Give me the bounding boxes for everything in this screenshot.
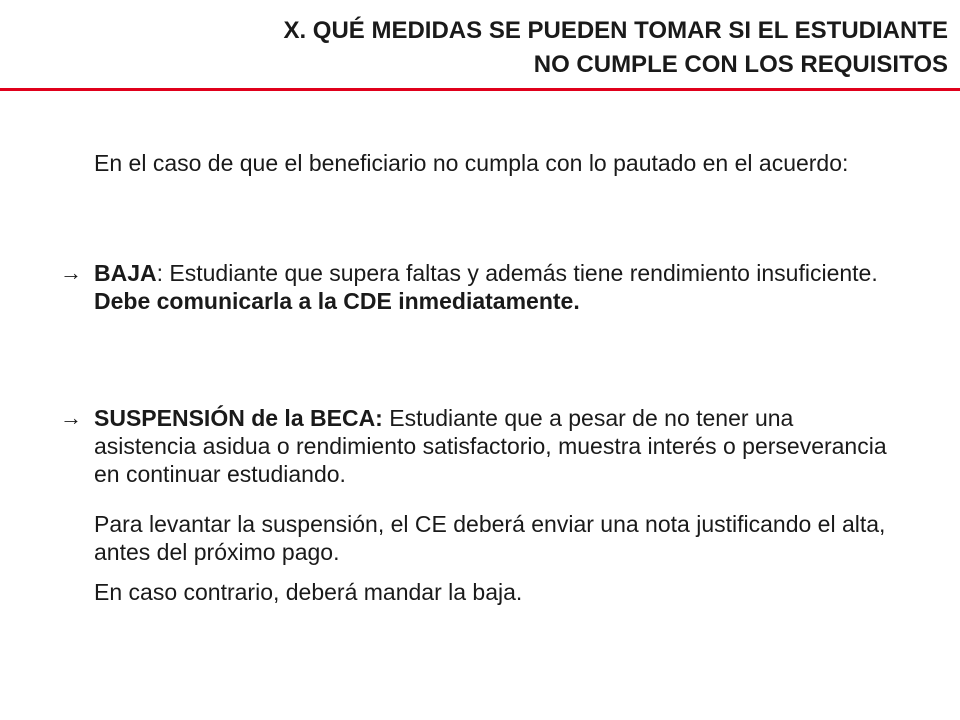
right-arrow-icon: → <box>60 405 82 430</box>
bullet-baja-text <box>94 259 900 315</box>
bullet-suspension-term: SUSPENSIÓN de la BECA: <box>94 405 383 431</box>
bullet-suspension-text <box>94 404 900 488</box>
intro-paragraph: En el caso de que el beneficiario no cumpla con lo pautado en el acuerdo: <box>94 150 849 176</box>
title-line-1: X. QUÉ MEDIDAS SE PUEDEN TOMAR SI EL ESTUDIANTE <box>283 17 948 44</box>
bullet-baja-description: Estudiante que supera faltas y además tiene rendimiento insuficiente. <box>169 260 878 286</box>
title-line-2: NO CUMPLE CON LOS REQUISITOS <box>533 51 948 78</box>
bullet-baja-sep: : <box>156 260 170 286</box>
right-arrow-icon: → <box>60 260 82 285</box>
title-divider <box>0 88 960 91</box>
bullet-baja-emphasis: Debe comunicarla a la CDE inmediatamente. <box>94 288 580 314</box>
bullet-suspension-description: Estudiante que a pesar de no tener una asistencia asidua o rendimiento satisfactorio, muestra interés o perseverancia en continuar estudiando. <box>94 405 887 487</box>
bullet-suspension <box>60 404 900 488</box>
follow-up-paragraph-2: En caso contrario, deberá mandar la baja. <box>94 579 523 605</box>
bullet-baja <box>60 259 900 315</box>
bullet-baja-term: BAJA <box>94 260 157 286</box>
slide-title <box>88 14 948 82</box>
follow-up-paragraph-1: Para levantar la suspensión, el CE deberá enviar una nota justificando el alta, antes del próximo pago. <box>94 511 886 565</box>
